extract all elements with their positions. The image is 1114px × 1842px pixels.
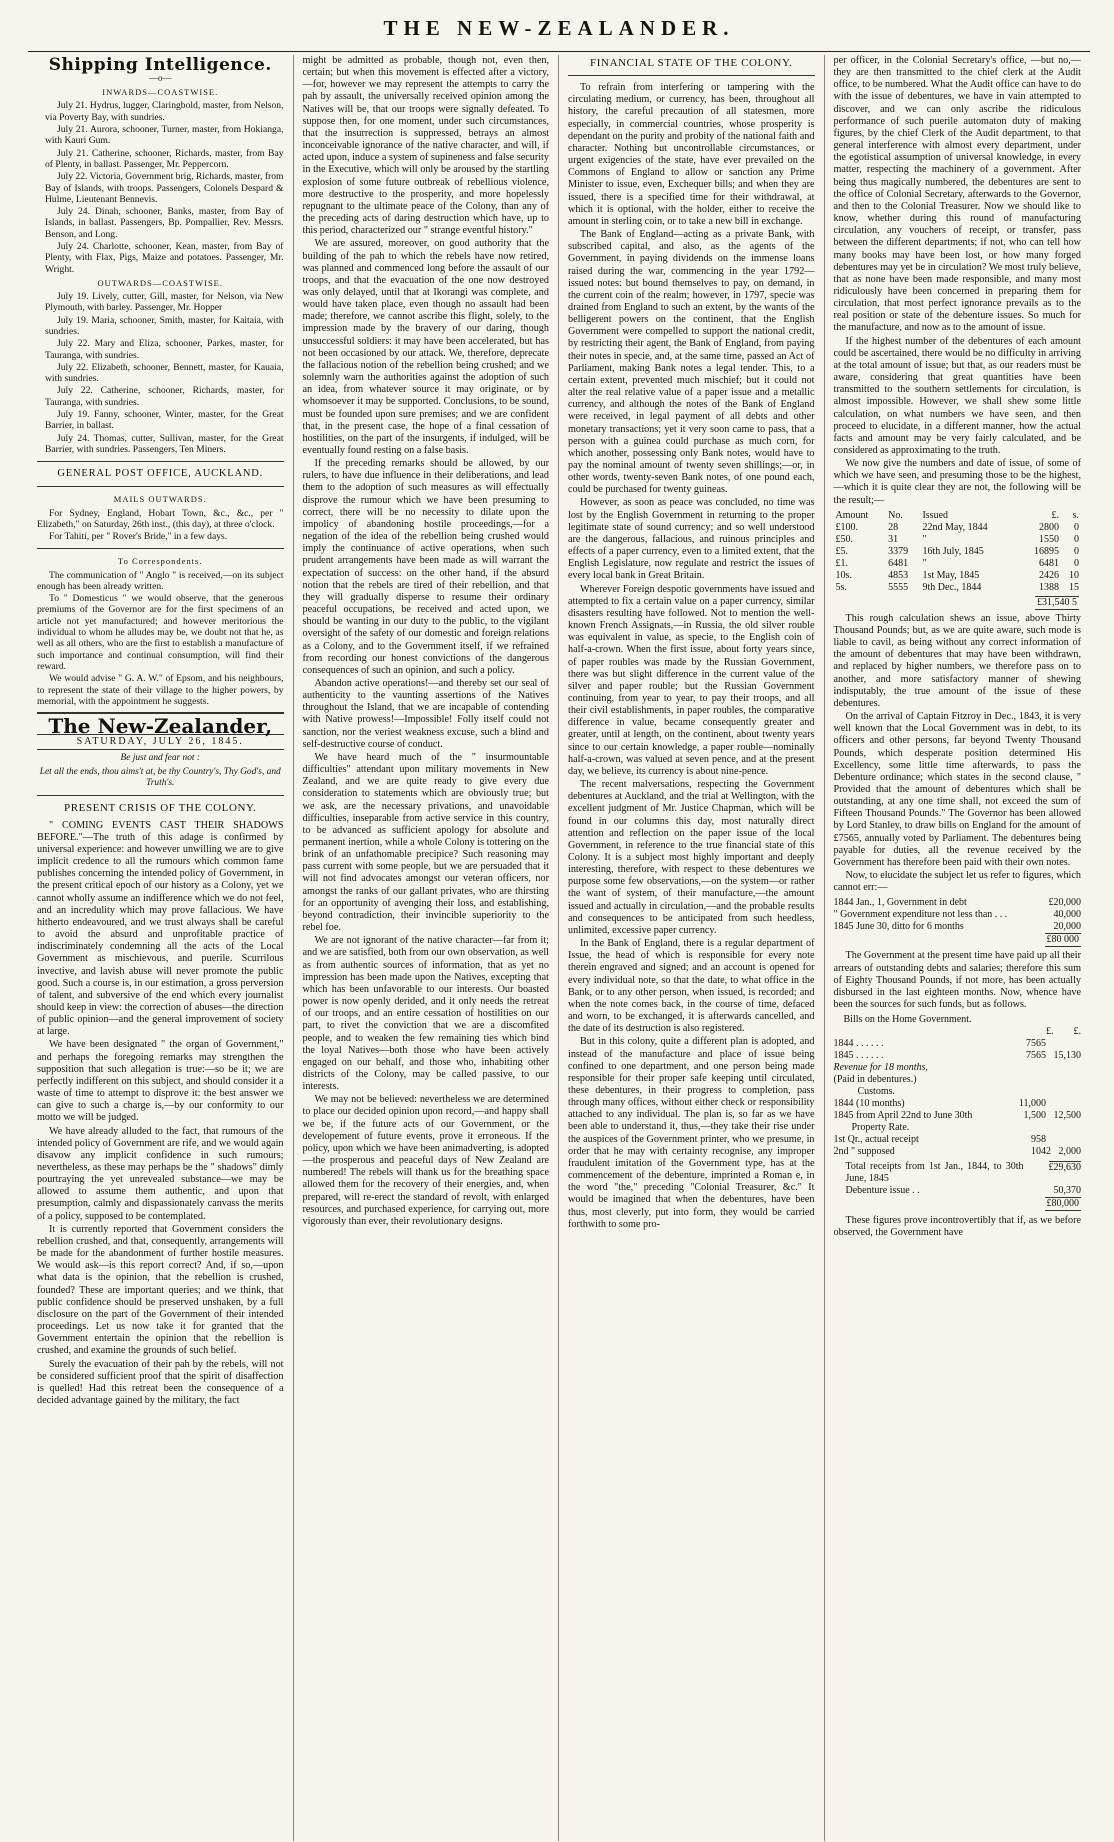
table-header-row [834,510,1082,522]
currency-header: £. [1073,1026,1081,1038]
list-item: July 24. Dinah, schooner, Banks, master, from Bay of Islands, in ballast. Passengers, Bp. Pompallier, Rev. Messrs. Benson, and Long. [45,206,284,240]
table-header: £. [1051,509,1059,521]
table-cell: 6481 [1038,557,1059,569]
list-item: July 19. Fanny, schooner, Winter, master, for the Great Barrier, in ballast. [45,409,284,432]
paragraph: If the preceding remarks should be allowed, by our rulers, to have due influence in their deliberations, and lead them to the adoption of such measures as will effectually disprove the rumour which we have been presuming to correct, there will be no necessity to dilate upon the impolicy of abandoning hostile proceedings,—for a negation of the idea of the rebellion being crushed would imply the continuance of active operations, when such prudent arrangements have been made as will warrant the expectation of success: on the other hand, if the absurd notion that the rebels are tired of their rebellion, and that they will gradually disperse to resume their ordinary peaceful occupations, be received and acted upon, we should be wanting in our duty to the public, to the vigilant oversight of the safety of our domestic and foreign relations as a Colony, and to the Government itself, if we refrained from recording our honest convictions of the dangerous consequences of such an opinion, and such a policy. [302,458,549,676]
paragraph: On the arrival of Captain Fitzroy in Dec., 1843, it is very well known that the Local Government was in debt, to its officers and other persons, far beyond Twenty Thousand Pounds, which desperate position determined His Excellency, some little time afterwards, to pass the Debenture ordinance; which states in the second clause, " Provided that the amount of debentures which shall be outstanding, at any one time shall, not exceed the sum of Fifteen Thousand Pounds." The Governor has been allowed by Lord Stanley, to draw bills on England for the amount of £7565, annually voted by Parliament. The debentures being payable for duties, all the revenue received by the Government has therefore been paid with their own notes. [833,711,1081,868]
figure-value: 958 [1031,1134,1046,1146]
table-cell: 1388 [1038,581,1059,593]
list-item: July 22. Mary and Eliza, schooner, Parkes, master, for Tauranga, with sundries. [45,338,284,361]
table-row [834,570,1082,582]
list-item: July 22. Victoria, Government brig, Richards, master, from Bay of Islands, with troops. Passengers, Colonels Despard & Hulme, Lieutenant Bennevis. [45,171,284,205]
paragraph: might be admitted as probable, though not, even then, certain; but when this movement is effected after a victory,—for, however we may represent the attempts to carry the pah by assault, the universally received opinion among the Natives will be, that our troops were signally defeated. To suppose then, for one moment, under such circumstances, that the insurrection is suppressed, betrays an almost inconceivable ignorance of the native character, and will, if acted upon, induce a system of supineness and false security in the Executive, which will only be aroused by the startling explosion of some future outbreak of rebellious violence, more destructive to the prosperity, and more hopelessly repugnant to the ultimate peace of the Colony, than any of the preceding acts of daring destruction which have, up to this period, characterized our " strange eventful history." [302,55,549,237]
paragraph: Abandon active operations!—and thereby set our seal of authenticity to the vaunting assertions of the Natives throughout the Island, that we are incapable of contending with Native prowess!—Impossible! Folly itself could not sanction, nor the veriest weakness excuse, such a blind and self-destructive course of conduct. [302,677,549,750]
table-header: s. [1072,509,1079,521]
divider [37,795,284,796]
table-header: No. [888,509,903,521]
figure-label: 1st Qr., actual receipt [833,1134,919,1146]
paragraph: " COMING EVENTS CAST THEIR SHADOWS BEFORE."—The truth of this adage is confirmed by universal experience: and however unwilling we are to give implicit credence to all the rumours which common fame publishes concerning the intended policy of Government, in the present critical epoch of our history as a Colony, yet we cannot wholly assume an indifference which we do not feel, and an incredulity which may prove fallacious. We have hitherto endeavoured, and we trust always shall be careful to avoid the absurd and unprofitable practice of indiscriminately condemning all the acts of the Local Government as mischievous, and puerile. Scurrilous invective, and lavish abuse will never promote the public good. Such a course is, in our estimation, a gross perversion of talent, and subversive of the end which every journalist should keep in view: the correction of abuses—the direction of public opinion—and the general improvement of society at large. [37,819,284,1038]
inwards-label: INWARDS—COASTWISE. [102,87,219,98]
figure-total: £80 000 [1046,934,1079,946]
table-cell: £5. [835,545,848,557]
list-item: July 21. Hydrus, lugger, Claringbold, master, from Nelson, via Poverty Bay, with sundries. [45,100,284,123]
post-office-line: For Tahiti, per " Rover's Bride," in a few days. [49,531,228,543]
table-cell: 4853 [888,569,909,581]
paragraph: per officer, in the Colonial Secretary's office, —but no,—they are then transmitted to the chief clerk at the Audit office, to be numbered. What the Audit office can have to do with the issue of debentures, we have in vain attempted to discover, and we can only ascribe the ridiculous performance of such puerile automaton duty of making figures, by the chief Clerk of the Audit department, to that general interference with almost every department, under the egotistical assumption of universal knowledge, in every matter, respecting the machinery of a government. After being thus magically numbered, the debentures are sent to the office of Colonial Secretary, afterwards to the Governor, and then to the Colonial Treasurer. Now we should like to know, whether during this round of manufacturing circulation, any vouchers of receipt, or transfer, pass between the different departments; if not, who can tell how many books may have been lost, or how many forged debentures may yet be in circulation? We most truly believe, that as none have been made responsible, and many most ridiculously have been concerned in preparing them for circulation, that most perfect ignorance prevails as to the real position or state of the debenture issues. So much for the manufacture, and now as to the amount of issue. [833,55,1081,334]
sources-figures [834,1014,1082,1211]
columns [28,55,1090,1841]
paragraph: It is currently reported that Government considers the rebellion crushed, and that, consequently, arrangements will be made for the abandonment of further hostile measures. We would ask—is this report correct? And, if so,—upon what data is the opinion, that the rebellion is crushed, founded? These are important queries; and we think, that public confidence should be preserved unshaken, by a full disclosure on the part of the Government of their intended proceedings. Let us now take it for granted that the Government entertain the opinion that the rebellion is crushed, and examine the grounds of such belief. [37,1223,284,1357]
paragraph: In the Bank of England, there is a regular department of Issue, the head of which is responsible for every note therein engraved and signed; and an account is opened for every individual note, so that the date, to what office in the Bank, or to any other person, when issued, is recorded; and when the note comes back, in the course of time, defaced and worn, to be exchanged, it is afterwards cancelled, and the date of its destruction is also registered. [568,938,815,1035]
correspondent-note: To " Domesticus " we would observe, that the generous premiums of the Governor are for the first specimens of an article not yet manufactured; and however meritorious the individual to whom he alludes may be, we doubt not that he, as well as all others, who are the first to establish a manufacture of such importance and continual consumption, will find their reward. [37,593,284,672]
list-item: July 24. Charlotte, schooner, Kean, master, from Bay of Plenty, with Flax, Pigs, Maize and potatoes. Passenger, Mr. Wright. [45,241,284,275]
figure-row [834,1185,1082,1197]
divider [37,461,284,462]
table-cell: 10s. [835,569,852,581]
figure-label: 1844 (10 months) [833,1098,905,1110]
table-cell: £1. [835,557,848,569]
table-cell: 1550 [1038,533,1059,545]
figure-value: 7565 [1026,1038,1046,1050]
table-cell: 2800 [1038,521,1059,533]
table-cell: 0 [1074,557,1079,569]
paragraph: The Bank of England—acting as a private Bank, with subscribed capital, and also, as the agents of the Government, in paying dividends on the immense loans raised during the war, commencing in the year 1792—issued notes: but bound themselves to pay, on demand, in the current coin of the realm; however, in 1797, specie was drained from England to such an extent, by the wants of the belligerent powers on the continent, that the English Government were compelled to support the national credit, by restricting their agent, the Bank of England, from paying their notes in specie, and, at the same time, passed an Act of Parliament, making Bank notes a legal tender. This, to a certain extent, prevented much mischief; but it could not alter the real relative value of a paper issue and a metallic currency, and although the notes of the Bank of England were received, in legal payment of all debts and other monetary transactions; yet it very soon came to pass, that a person with a guinea could purchase as much corn, for which another, possessing only Bank notes, would have to pay the nominal amount of twenty seven shillings;—or, in other words, twenty-seven Bank notes, of one pound each, could be purchased for twenty guineas. [568,229,815,496]
table-row [834,546,1082,558]
debt-figures [834,897,1082,947]
figure-sum: 12,500 [1053,1110,1081,1122]
grand-total: £80,000 [1046,1198,1079,1210]
table-header: Amount [835,509,869,521]
list-item: July 22. Catherine, schooner, Richards, master, for Tauranga, with sundries. [45,385,284,408]
dateline: SATURDAY, JULY 26, 1845. [37,734,284,750]
paper-name: The New-Zealander, [48,714,273,739]
table-row [834,582,1082,594]
figure-label: 1845 . . . . . . [833,1050,884,1062]
figure-label: Total receipts from 1st Jan., 1844, to 30th June, 1845 [845,1161,1024,1185]
figure-value: 40,000 [1053,909,1081,921]
table-cell: 16895 [1033,545,1059,557]
property-heading: Property Rate. [851,1122,910,1134]
figure-label: " Government expenditure not less than . . . [833,909,1008,921]
table-cell: " [922,557,927,569]
column-2 [294,55,560,1841]
table-total-row [834,594,1082,610]
list-item: July 21. Aurora, schooner, Turner, master, from Hokianga, with Kauri Gum. [45,124,284,147]
paragraph: If the highest number of the debentures of each amount could be ascertained, there would be no difficulty in arriving at the total amount of issue; but that, as our readers must be aware, considering that great quantities have been transmitted to the southern settlements for circulation, is almost impossible. However, we shall shew some little calculation, on what numbers we have seen, and then proceed to elucidate, in a different manner, how the actual facts and amount may be very fairly calculated, and be considered as approximating to the truth. [833,335,1081,456]
motto-line-1: Be just and fear not : [120,753,200,764]
figure-value: 1042 [1031,1146,1051,1158]
figure-value: £29,630 [1048,1162,1081,1174]
figure-row [834,1038,1082,1050]
table-cell: 28 [888,521,899,533]
figure-row [834,1161,1082,1185]
paragraph: We have been designated " the organ of Government," and perhaps the foregoing remarks may strengthen the supposition that such allegation is true:—so be it; we are perfectly indifferent on this subject, and should consider it a waste of time to attempt to disprove it: the best answer we can give to such a charge is,—by our conformity to our motto we will be judged. [37,1039,284,1124]
bills-heading: Bills on the Home Government. [843,1014,972,1026]
table-cell: 6481 [888,557,909,569]
correspondents-heading: To Correspondents. [118,556,203,567]
table-cell: 31 [888,533,899,545]
figure-row [834,1026,1082,1038]
figure-sum: 15,130 [1053,1050,1081,1062]
debenture-table [834,510,1082,610]
shipping-dash: —o— [149,73,172,84]
figure-label: 1844 Jan., 1, Government in debt [833,897,967,909]
currency-header: £. [1046,1026,1054,1038]
table-cell: 3379 [888,545,909,557]
figure-row [834,1098,1082,1110]
shipping-heading: Shipping Intelligence. [48,55,272,75]
paragraph: We have already alluded to the fact, that rumours of the intended policy of Government are rife, and we would again disavow any implicit confidence in such rumours; nevertheless, as these may perhaps be the " shadows" dimly pourtraying the yet unrevealed substance—we may be allowed to assume them authentic, and upon that presumption, calmly and dispassionately canvass the merits of a policy, supposed to be contemplated. [37,1125,284,1222]
figure-value: 20,000 [1053,921,1081,933]
table-cell: 1st May, 1845 [922,569,980,581]
revenue-heading: Revenue for 18 months, [833,1062,928,1074]
paragraph: But in this colony, quite a different plan is adopted, and instead of the manufacture and place of issue being confined to one department, and one person being made responsible for their proper safe keeping until circulated, these debentures, in their progress to completion, pass through many offices, without either check or responsibility attached to any individual. The plan is, so far as we have been able to understand it, thus,—they take their rise under the auspices of the Government printer, who we presume, in order that he may with certainty recognise, any improper fraudulent imitation of the Government type, has at the commencement of the debenture, imprinted a Roman e, in the word "the," preceding "Colonial Treasurer, &c." It would be imagined that when the debentures, have been thus, most cleverly, put into form, they would be carried forthwith to some pro- [568,1036,815,1230]
figure-value: £20,000 [1048,897,1081,909]
table-row [834,534,1082,546]
correspondent-note: The communication of " Anglo " is received,—on its subject enough has been already written. [37,569,284,592]
list-item: July 19. Maria, schooner, Smith, master, for Kaitaia, with sundries. [45,314,284,337]
column-1 [28,55,294,1841]
table-cell: 16th July, 1845 [922,545,984,557]
list-item: July 21. Catherine, schooner, Richards, master, from Bay of Plenty, in ballast. Passenger, Mr. Peppercorn. [45,147,284,170]
table-cell: 0 [1074,545,1079,557]
paragraph: The Government at the present time have paid up all their arrears of outstanding debts and salaries; therefore this sum of Eighty Thousand Pounds, if not more, has been actually disbursed in the last eighteen months. Now, whence have been the sources for such funds, but as follows. [833,950,1081,1010]
table-cell: 2426 [1038,569,1059,581]
figure-sum: 2,000 [1058,1146,1081,1158]
figure-row [834,1050,1082,1062]
customs-heading: Customs. [857,1086,896,1098]
paragraph: Surely the evacuation of their pah by the rebels, will not be considered sufficient proof that the spirit of disaffection is quelled! Had this retreat been the consequence of a decided advantage gained by the military, the fact [37,1358,284,1406]
paragraph: To refrain from interfering or tampering with the circulating medium, or currency, has been, throughout all history, the careful precaution of all statesmen, more especially, in commercial countries, whose prosperity is dependant on the purity and probity of the national faith and character. Nothing but uncontrollable circumstances, or urgent exigencies of the state, have ever prevailed on the Commons of England to allow or sanction any Prime Minister to issue, even, Exchequer bills; and when they are issued, there is a specified time for their withdrawal, at which it is optional, with the holder, either to receive the amount in sterling coin, or to take a new bill in exchange. [568,82,815,227]
table-total: £31,540 5 [1037,596,1077,608]
figure-label: Debenture issue . . [845,1185,920,1197]
figure-value: 7565 [1026,1050,1046,1062]
figure-value: 1,500 [1023,1110,1046,1122]
table-cell: £50. [835,533,853,545]
paragraph: We may not be believed: nevertheless we are determined to place our decided opinion upon record,—and happy shall we be, if the future acts of our Government, or the developement of future events, prove it erroneous. If the policy, upon which we have been animadverting, is adopted—the prosperous and peaceful days of New Zealand are numbered! The rebels will thank us for the breathing space allowed them for the recovery of their energies, and, when prepared, will re-erect the standard of revolt, with enlarged resources, and purchased experience, for carrying out, more vigorously than ever, their revolutionary designs. [302,1094,549,1227]
figure-row [834,1110,1082,1122]
table-cell: 9th Dec., 1844 [922,581,982,593]
outwards-label: OUTWARDS—COASTWISE. [97,277,223,288]
figure-label: 1845 June 30, ditto for 6 months [833,921,964,933]
outwards-list [37,291,284,455]
table-cell: 5555 [888,581,909,593]
table-row [834,558,1082,570]
post-office-line: For Sydney, England, Hobart Town, &c., &c., per " Elizabeth," on Saturday, 26th inst., (this day), at three o'clock. [37,507,284,530]
paragraph: This rough calculation shews an issue, above Thirty Thousand Pounds; but, as we are quite aware, such mode is liable to cavil, as being without any correct information of the amount of debentures that may have been withdrawn, and replaced by higher numbers, we therefore pass on to another, and more satisfactory manner of shewing indisputably, the true amount of the issue of these debentures. [833,612,1081,709]
divider [37,486,284,487]
table-cell: 15 [1069,581,1079,593]
paragraph: We are assured, moreover, on good authority that the building of the pah to which the rebels have now retired, was planned and commenced long before the assault of our troops, and that the evacuation of the one now destroyed was only delayed, until that at Ikorangi was complete, and would have taken place, even though no assault had been made; therefore, we cannot ascribe this flight, solely, to the impression made by the bravery of our daring, though unsuccessful soldiers: it may have been accelerated, but has not been occasioned by our attack. We, therefore, deprecate the fallacious notion of the rebellion being crushed; and we solemnly warn the authorities against the adoption of such an idea, from whatever source it may originate, or by whomsoever it may be supported. Conclusions, to be sound, must be founded upon sure premises; and we are confident that, in the present case, the hope of a final cessation of hostilities, on the part of the insurgents, if indulged, will be eventually found resting on a false basis. [302,238,549,456]
revenue-sub: (Paid in debentures.) [833,1074,917,1086]
table-cell: 0 [1074,533,1079,545]
mails-outwards-label: MAILS OUTWARDS. [113,494,207,505]
table-header: Issued [922,509,949,521]
figure-label: 1844 . . . . . . [833,1038,884,1050]
article-title-crisis: PRESENT CRISIS OF THE COLONY. [63,802,257,815]
figure-value: 11,000 [1018,1098,1046,1110]
table-cell: 5s. [835,581,847,593]
article-title-financial: FINANCIAL STATE OF THE COLONY. [590,57,793,69]
table-cell: 0 [1074,521,1079,533]
post-office-heading: GENERAL POST OFFICE, AUCKLAND. [57,468,264,480]
paragraph: We have heard much of the " insurmountable difficulties" attendant upon military movements in New Zealand, and we are quite ready to give every due consideration to statements which are obviously true; but we ask, are the necessary privations, and unavoidable difficulties, inseparable from active service in this country, to be advanced as sufficient apology for absolute and permanent inertion, while a whole Colony is tottering on the brink of an unfathomable precipice? Such reasoning may pass current with some people, but we are persuaded that it will not find advocates amongst our veteran officers, nor amongst the ranks of our gallant privates, who are thirsting for an opportunity of avenging their loss, and establishing, beyond contradiction, their invincible superiority to the rebel foe. [302,751,549,934]
figure-row [834,909,1082,921]
table-cell: 22nd May, 1844 [922,521,988,533]
figure-row [834,1146,1082,1158]
inwards-list [37,100,284,274]
table-cell: " [922,533,927,545]
masthead [28,8,1090,52]
table-cell: £100. [835,521,858,533]
paragraph: However, as soon as peace was concluded, no time was lost by the English Government in returning to the proper legitimate state of sound currency; and so well understood are the dangerous, fallacious, and ruinous principles and effects of a paper currency, even to a limited extent, that the English Legislature, now regulate and restrict the issues of every local bank in Great Britain. [568,497,815,582]
list-item: July 24. Thomas, cutter, Sullivan, master, for the Great Barrier, with sundries. Passengers, Ten Miners. [45,432,284,455]
column-4 [825,55,1091,1841]
paragraph: The recent malversations, respecting the Government debentures at Auckland, and the trial at Wellington, with the excellent judgment of Mr. Justice Chapman, which will be found in our columns this day, most naturally direct attention and reflection on the paper issue of the local Government, in reference to the true financial state of this Colony. It is a subject most highly important and deeply interesting, therefore, with respect to these debentures we purpose some few observations,—on the system—or rather the want of system, of their manufacture,—the amount issued and actually in circulation,—and the probable results and consequences to be anticipated from such heedless, unlimited, excessive paper currency. [568,779,815,936]
figure-value: 50,370 [1053,1185,1081,1197]
motto-line-2: Let all the ends, thou aims't at, be thy Country's, Thy God's, and Truth's. [39,767,281,789]
paragraph: Now, to elucidate the subject let us refer to figures, which cannot err:— [833,870,1081,894]
figure-label: 2nd " supposed [833,1146,895,1158]
divider [568,75,815,76]
table-row [834,522,1082,534]
correspondent-note: We would advise " G. A. W." of Epsom, and his neighbours, to represent the state of their village to the higher powers, by memorial, with the appointment he suggests. [37,673,284,707]
paragraph: These figures prove incontrovertibly that if, as we before observed, the Government have [833,1215,1081,1239]
table-cell: 10 [1069,569,1079,581]
figure-row [834,897,1082,909]
paragraph: We now give the numbers and date of issue, of some of which we have seen, and presuming those to be the highest,—which it is quite clear they are not, the following will be the result;— [833,458,1081,506]
column-3 [559,55,825,1841]
masthead-title: THE NEW-ZEALANDER. [383,16,735,40]
figure-row [834,921,1082,933]
paragraph: Wherever Foreign despotic governments have issued and attempted to fix a certain value on a paper currency, similar disasters resulting have followed. Not to mention the well-known French Assignats,—in Russia, the old silver rouble was equivalent in value, as specie, to the English coin of half-a-crown. When the first issue, about forty years since, of paper roubles was made by the Russian Government, there was but slight difference in the current value of the silver and paper rouble; but the Russian Government continuing, from year to year, to pay their troops, and all their civil establishments, in paper roubles, the comparative difference in value, became consequently greater and greater, until at length, on the continent, about twenty years since to our certain knowledge, a paper rouble—nominally half-a-crown, was valued at seven pence, and at the present day, we believe, its currency is about nine-pence. [568,583,815,777]
divider [37,548,284,549]
list-item: July 22. Elizabeth, schooner, Bennett, master, for Kauaia, with sundries. [45,361,284,385]
paragraph: We are not ignorant of the native character—far from it; and we are satisfied, both from our own observation, as well as from authentic sources of information, that as yet no impression has been made upon the Natives, excepting that which has been unfavorable to our interests. Our boasted power is now openly derided, and it only needs the retreat of our troops, and an entire cessation of hostilities on our part, to rivet the conviction that we are a discomfited people, and to weaken the few remaining ties which bind the loyal Natives—both those who have been actively engaged on our behalf, and those who, inhabiting other districts of the Colony, may be called passive, to our interests. [302,935,549,1093]
figure-label: 1845 from April 22nd to June 30th [833,1110,973,1122]
figure-row [834,1134,1082,1146]
list-item: July 19. Lively, cutter, Gill, master, for Nelson, via New Plymouth, with barley. Passenger, Mr. Hopper [45,291,284,314]
